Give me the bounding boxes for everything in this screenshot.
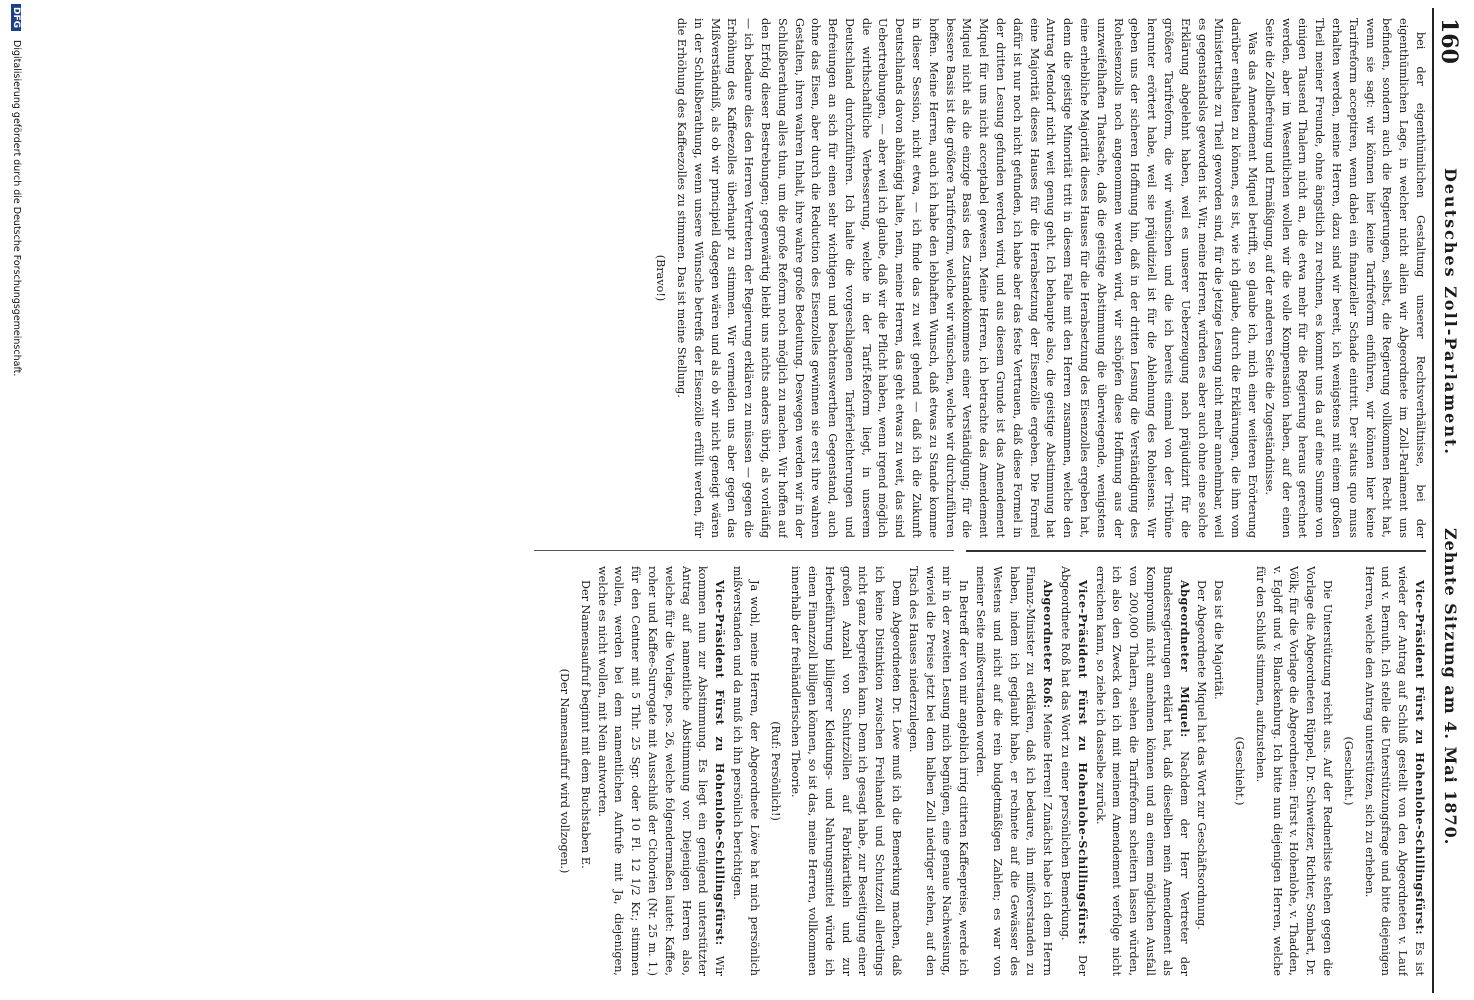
speaker-name: Vice-Präsident Fürst zu Hohenlohe-Schillingsfürst: — [713, 580, 728, 946]
paragraph: Das ist die Majorität. — [1212, 580, 1226, 700]
speech-paragraph — [971, 566, 1056, 976]
session-title: Zehnte Sitzung am 4. Mai 1870. — [1441, 528, 1460, 846]
page-header — [1434, 8, 1468, 993]
paragraph: Der Abgeordnete Miquel hat das Wort zur Geschäftsordnung. — [1195, 580, 1209, 930]
digitization-footer — [4, 4, 22, 994]
paragraph: Die Unterstützung reicht aus. Auf der Rednerliste stehen gegen die Vorlage die Abgeordneten Rüppel, Dr. Schweitzer, Richter, Sombart, Dr. Völk; für die Vorlage die Abgeordneten: Fürst v. Hohenlohe, v. Thadden, v. Egloff und v. Blanckenburg. Ich bitte nun diejenigen Herren, welche für den Schluß stimmen, aufzustehen. — [1253, 566, 1335, 976]
speech-text: Der Abgeordnete Roß hat das Wort zu einer persönlichen Bemerkung. — [1059, 566, 1089, 976]
paragraph: Dem Abgeordneten Dr. Löwe muß ich die Bemerkung machen, daß ich keine Distinktion zwischen Freihandel und Schutzzoll allerdings nicht ganz begreifen kann. Denn ich gesagt habe, zur Beseitigung einer großen Anzahl von Schutzzöllen auf Fabrikartikeln und zur Herbeiführung billigerer Kleidungs- und Nahrungsmittel würde ich einen Finanzzoll billigen können, so ist das, meine Herren, vollkommen innerhalb der freihändlerischen Theorie. — [789, 566, 904, 976]
speech-paragraph — [1360, 566, 1428, 976]
speech-text: Nachdem der Herr Vertreter der Bundesregierungen erklärt hat, daß dieselben mein Amendement als Kompromiß nicht annehmen können und an einem möglichen Ausfall von 200,000 Thalern, sehen die Tarifreform scheitern lassen würden, ich also den Zweck den ich mit meinem Amendement verfolge nicht erreichen kann, so ziehe ich dasselbe zurück. — [1093, 566, 1191, 976]
paragraph: In Betreff der von mir angeblich irrig citirten Kaffeepreise, werde ich mir in der zweiten Lesung mich begnügen, eine genaue Nachweisung, wieviel die Preise jetzt bei dem halben Zoll niedriger stehen, auf den Tisch des Hauses niederzulegen. — [906, 566, 971, 976]
speech-paragraph — [593, 566, 728, 976]
stage-direction: (Ruf: Persönlich!) — [768, 721, 782, 821]
paragraph: bei der eigenthümlichen Gestaltung unserer Rechtsverhältnisse, bei der eigenthümlichen Lage, in welcher nicht allein wir Abgeordnete im Zoll-Parlament uns befinden, sondern auch die Regierungen, selbst, die Regierung vollkommen Recht hat, wenn sie sagt: wir können hier keine Tarifreform einführen, wir können hier keine Tarifreform acceptiren, wenn dabei ein finanzieller Schade eintritt. Der status quo muss erhalten werden, meine Herren, dazu sind wir bereit, ich wenigstens mit einem großen Theil meiner Freunde, ohne ängstlich zu rechnen, es kommt uns da auf eine Summe von einigen Tausend Thalern nicht an, die etwa mehr für die Regierung heraus gerechnet werden, aber im Wesentlichen wollen wir die volle Kompensation haben, auf der einen Seite die Zollbefreiung und Ermäßigung, auf der anderen Seite die Zugeständnisse. — [1262, 18, 1427, 538]
speech-text: Es ist wieder der Antrag auf Schluß gestellt von den Abgeordneten v. Lauf und v. Bernuth. Ich stelle die Unterstützungsfrage und bitte diejenigen Herren, welche den Antrag unterstützen, sich zu erheben. — [1362, 566, 1426, 976]
applause-note: (Bravo!) — [654, 254, 668, 302]
right-column — [488, 566, 1428, 976]
stage-direction: (Geschieht.) — [1341, 736, 1355, 806]
speaker-name: Vice-Präsident Fürst zu Hohenlohe-Schillingsfürst: — [1075, 580, 1090, 946]
footer-credit: Digitalisierung gefördert durch die Deutsche Forschungsgemeinschaft. — [11, 40, 22, 377]
speech-paragraph — [1091, 566, 1193, 976]
speech-text: Meine Herren! Zunächst habe ich dem Herrn Finanz-Minister zu erklären, daß ich bedaure, ihn mißverstanden zu haben, indem ich geglaubt habe, er rechnete auf die Gewässer des Westens und nicht auf die rein budgetmäßigen Zahlen; es war von meiner Seite mißverstanden worden. — [974, 566, 1055, 976]
stage-direction: (Geschieht.) — [1233, 736, 1247, 806]
paragraph: Der Namensaufruf beginnt mit dem Buchstaben E. — [578, 580, 592, 869]
column-divider — [966, 550, 1426, 552]
page-number: 160 — [1436, 18, 1462, 64]
stage-direction: (Der Namensaufruf wird vollzogen.) — [557, 668, 571, 874]
speech-paragraph — [1056, 566, 1091, 976]
speaker-name: Abgeordneter Roß: — [1041, 580, 1056, 709]
header-rule — [1432, 8, 1434, 993]
running-title: Deutsches Zoll-Parlament. — [1441, 168, 1460, 456]
column-divider-lower — [534, 550, 954, 551]
speaker-name: Vice-Präsident Fürst zu Hohenlohe-Schillingsfürst: — [1413, 580, 1427, 936]
dfg-logo: DFG — [11, 4, 21, 31]
speech-text: Wir kommen nun zur Abstimmung. Es liegt ein genügend unterstützter Antrag auf namentliche Abstimmung vor. Diejenigen Herren also, welche für die Vorlage, pos. 26, welche folgendermaßen lautet: Kaffee, roher und Kaffee-Surrogate mit Ausschluß der Cichorien (Nr. 25 m. 1.) für den Centner mit 5 Thlr. 25 Sgr. oder 10 Fl. 12 1/2 Kr.; stimmen wollen, werden bei dem namentlichen Aufrufe mit Ja, diejenigen, welche es nicht wollen, mit Nein antworten. — [595, 566, 727, 976]
speaker-name: Abgeordneter Miquel: — [1177, 580, 1192, 738]
paragraph: Was das Amendement Miquel betrifft, so glaube ich, mich einer weiteren Erörterung darüber enthalten zu können, es ist, wie ich glaube, durch die Erklärungen, die ihm vom Ministertische zu Theil geworden sind, für die jetzige Lesung nicht mehr annehmbar, weil es gegenstandslos geworden ist. Wir, meine Herren, würden es aber auch ohne eine solche Erklärung abgelehnt haben, weil es unserer Ueberzeugung nach präjudizirt für die größere Tarifreform, die wir wünschen und die ich bereits einmal von der Tribüne herunter erörtert habe, weil sie präjudiziell ist für die Ablehnung des Roheisens. Wir geben uns der sicheren Hoffnung hin, daß in der dritten Lesung die Verständigung des Roheisenzolls noch angenommen werden wird, wir schöpfen diese Hoffnung aus der unzweifelhaften Thatsache, daß die geistige Abstimmung die überwiegende, wenigstens eine erhebliche Majorität dieses Hauses für die Herabsetzung des Eisenzolles ergeben hat, denn die geistige Minorität tritt in diesem Falle mit den Herren zusammen, welche den Antrag Mendorf nicht weit genug geht. Ich behaupte also, die geistige Abstimmung hat eine Majorität dieses Hauses für die Herabsetzung der Eisenzölle ergeben. Die Formel dafür ist nur noch nicht gefunden, ich habe aber das feste Vertrauen, daß diese Formel in der dritten Lesung gefunden werden wird, und aus diesem Grunde ist das Amendement Miquel für uns nicht acceptabel gewesen. Meine Herren, ich betrachte das Amendement Miquel nicht als die einzige Basis des Zustandekommens einer Verständigung; für die bessere Basis ist die größere Tarifreform, welche wir wünschen, welche wir durchzuführen hoffen. Meine Herren, auch ich habe den lebhaften Wunsch, daß etwas zu Stande komme in dieser Session, nicht etwa, — ich finde das zu weit gehend — daß ich die Zukunft Deutschlands davon abhängig halte, nein, meine Herren, das geht etwas zu weit, das sind Uebertreibungen, — aber weil ich glaube, daß wir die Pflicht haben, wenn irgend möglich die wirthschaftliche Verbesserung, welche in der Tarif-Reform liegt, in unserem Deutschland durchzuführen. Ich halte die vorgeschlagenen Tariferleichterungen und Befreiungen an sich für einen sehr wichtigen und beachtenswerthen Gegenstand, auch ohne das Eisen, aber durch die Reduction des Eisenzolles gewinnen sie erst ihre wahren Gestalten, ihren wahren Inhalt, ihre wahre große Bedeutung. Deswegen werden wir in der Schlußberathung alles thun, um die große Reform noch möglich zu machen. Wir hoffen auf den Erfolg dieser Bestrebungen; gegenwärtig bleibt uns nichts anders übrig, als vorläufig — ich bedaure dies den Herren Vertretern der Regierung erklären zu müssen — gegen die Erhöhung des Kaffeezolles überhaupt zu stimmen. Wir vermeiden uns aber gegen das Mißverständniß, als ob wir principiell dagegen wären und als ob wir nicht geneigt wären in der Schlußberathung, wenn unsere Wünsche betreffs der Eisenzölle erfüllt werden, für die Erhöhung des Kaffeezolles zu stimmen. Das ist meine Stellung. — [674, 18, 1260, 538]
paragraph: Ja wohl, meine Herren, der Abgeordnete Löwe hat mich persönlich mißverstanden und da muß ich ihn persönlich berichtigen. — [730, 566, 761, 976]
left-column — [528, 18, 1428, 538]
